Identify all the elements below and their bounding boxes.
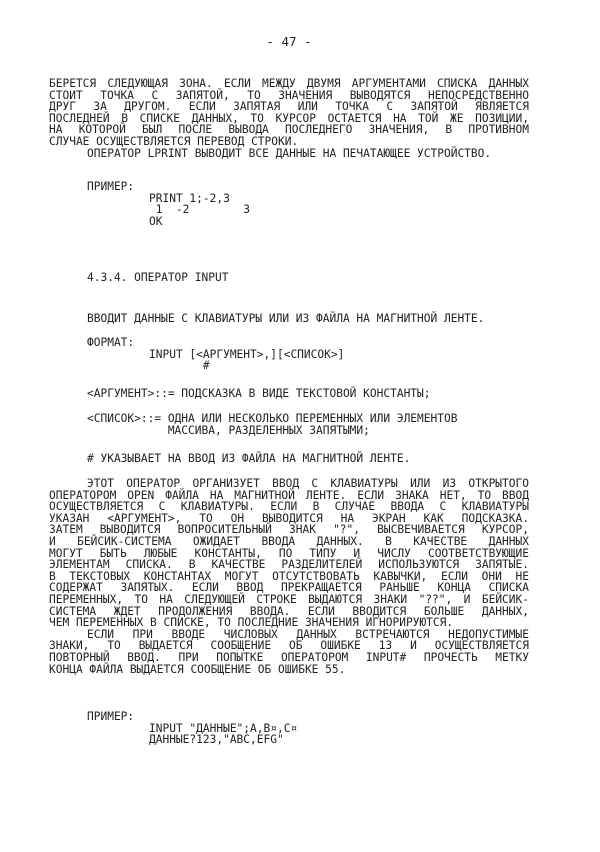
text-line: ЗАТЕМ ВЫВОДИТСЯ ВОПРОСИТЕЛЬНЫЙ ЗНАК "?", ВЫСВЕЧИВАЕТСЯ КУРСОР, — [49, 523, 529, 537]
example-label: ПРИМЕР: — [87, 180, 135, 193]
definition-list — [49, 413, 529, 436]
paragraph-input-description — [49, 478, 529, 675]
section-intro-block — [49, 313, 529, 325]
definition-argument-text: <АРГУМЕНТ>::= ПОДСКАЗКА В ВИДЕ ТЕКСТОВОЙ КОНСТАНТЫ; — [87, 387, 431, 400]
text-line: ЕСЛИ ПРИ ВВОДЕ ЧИСЛОВЫХ ДАННЫХ ВСТРЕЧАЮТСЯ НЕДОПУСТИМЫЕ — [87, 627, 529, 641]
text-line: СОДЕРЖАТ ЗАПЯТЫХ. ЕСЛИ ВВОД ПРЕКРАЩАЕТСЯ РАНЬШЕ КОНЦА СПИСКА — [49, 581, 529, 595]
text-line: ПЕРЕМЕННЫХ, ТО НА СЛЕДУЮЩЕЙ СТРОКЕ ВЫДАЮТСЯ ЗНАКИ "??", И БЕЙСИК- — [49, 592, 529, 606]
definition-list-text: <СПИСОК>::= ОДНА ИЛИ НЕСКОЛЬКО ПЕРЕМЕННЫХ ИЛИ ЭЛЕМЕНТОВ — [87, 412, 458, 425]
text-line: ПОСЛЕДНЕЙ В СПИСКЕ ДАННЫХ, ТО КУРСОР ОСТАЕТСЯ НА ТОЙ ЖЕ ПОЗИЦИИ, — [49, 111, 529, 125]
code-line: 1 -2 3 — [149, 203, 251, 217]
hash-note: # УКАЗЫВАЕТ НА ВВОД ИЗ ФАЙЛА НА МАГНИТНОЙ ЛЕНТЕ. — [87, 452, 411, 465]
text-line: СИСТЕМА ЖДЕТ ПРОДОЛЖЕНИЯ ВВОДА. ЕСЛИ ВВОДИТСЯ БОЛЬШЕ ДАННЫХ, — [49, 604, 529, 618]
text-line: НА КОТОРОЙ БЫЛ ПОСЛЕ ВЫВОДА ПОСЛЕДНЕГО ЗНАЧЕНИЯ, В ПРОТИВНОМ — [49, 123, 529, 137]
example-label: ПРИМЕР: — [87, 710, 135, 723]
section-intro: ВВОДИТ ДАННЫЕ С КЛАВИАТУРЫ ИЛИ ИЗ ФАЙЛА НА МАГНИТНОЙ ЛЕНТЕ. — [87, 312, 485, 325]
format-block — [49, 337, 529, 372]
text-line: БЕРЕТСЯ СЛЕДУЮЩАЯ ЗОНА. ЕСЛИ МЕЖДУ ДВУМЯ АРГУМЕНТАМИ СПИСКА ДАННЫХ — [49, 77, 529, 90]
text-line-lprint: ОПЕРАТОР LPRINT ВЫВОДИТ ВСЕ ДАННЫЕ НА ПЕЧАТАЮЩЕЕ УСТРОЙСТВО. — [87, 146, 492, 160]
format-code-hash: # — [149, 359, 210, 373]
example-input — [49, 711, 529, 746]
code-line: INPUT "ДАННЫЕ";A,B¤,C¤ — [149, 721, 298, 735]
definition-argument — [49, 388, 529, 400]
text-line: ЗНАКИ, ТО ВЫДАЕТСЯ СООБЩЕНИЕ ОБ ОШИБКЕ 13 И ОСУЩЕСТВЛЯЕТСЯ — [49, 639, 529, 653]
definition-list-text: МАССИВА, РАЗДЕЛЕННЫХ ЗАПЯТЫМИ; — [87, 423, 370, 437]
text-line: ОПЕРАТОРОМ OPEN ФАЙЛА НА МАГНИТНОЙ ЛЕНТЕ. ЕСЛИ ЗНАКА НЕТ, ТО ВВОД — [49, 488, 529, 502]
text-line: ПОВТОРНЫЙ ВВОД. ПРИ ПОПЫТКЕ ОПЕРАТОРОМ INPUT# ПРОЧЕСТЬ МЕТКУ — [49, 650, 529, 664]
section-input — [49, 272, 529, 284]
paragraph-print-continuation — [49, 78, 529, 159]
text-line: И БЕЙСИК-СИСТЕМА ОЖИДАЕТ ВВОДА ДАННЫХ. В КАЧЕСТВЕ ДАННЫХ — [49, 534, 529, 548]
section-heading: 4.3.4. ОПЕРАТОР INPUT — [87, 271, 229, 284]
example-print — [49, 181, 529, 227]
format-code: INPUT [<АРГУМЕНТ>,][<СПИСОК>] — [149, 347, 345, 361]
code-line: OK — [149, 214, 163, 228]
text-line: КОНЦА ФАЙЛА ВЫДАЕТСЯ СООБЩЕНИЕ ОБ ОШИБКЕ 55. — [49, 662, 346, 676]
format-label: ФОРМАТ: — [87, 336, 135, 349]
text-line: ОСУЩЕСТВЛЯЕТСЯ С КЛАВИАТУРЫ. ЕСЛИ В СЛУЧАЕ ВВОДА С КЛАВИАТУРЫ — [49, 500, 529, 514]
code-line: PRINT 1;-2,3 — [149, 191, 230, 205]
text-line: ЧЕМ ПЕРЕМЕННЫХ В СПИСКЕ, ТО ПОСЛЕДНИЕ ЗНАЧЕНИЯ ИГНОРИРУЮТСЯ. — [49, 616, 454, 630]
text-line: МОГУТ БЫТЬ ЛЮБЫЕ КОНСТАНТЫ, ПО ТИПУ И ЧИСЛУ СООТВЕТСТВУЮЩИЕ — [49, 546, 529, 560]
text-line: ЭТОТ ОПЕРАТОР ОРГАНИЗУЕТ ВВОД С КЛАВИАТУРЫ ИЛИ ИЗ ОТКРЫТОГО — [87, 477, 529, 490]
hash-note-block — [49, 453, 529, 465]
text-line: В ТЕКСТОВЫХ КОНСТАНТАХ МОГУТ ОТСУТСТВОВАТЬ КАВЫЧКИ, ЕСЛИ ОНИ НЕ — [49, 569, 529, 583]
text-line: СТОИТ ТОЧКА С ЗАПЯТОЙ, ТО ЗНАЧЕНИЯ ВЫВОДЯТСЯ НЕПОСРЕДСТВЕННО — [49, 88, 529, 102]
page-number: - 47 - — [266, 34, 312, 49]
text-line: ЭЛЕМЕНТАМ СПИСКА. В КАЧЕСТВЕ РАЗДЕЛИТЕЛЕЙ ИСПОЛЬЗУЮТСЯ ЗАПЯТЫЕ. — [49, 558, 529, 572]
code-line: ДАННЫЕ?123,"ABC,EFG" — [149, 733, 284, 747]
text-line: СЛУЧАЕ ОСУЩЕСТВЛЯЕТСЯ ПЕРЕВОД СТРОКИ. — [49, 134, 299, 148]
text-line: УКАЗАН <АРГУМЕНТ>, ТО ОН ВЫВОДИТСЯ НА ЭКРАН КАК ПОДСКАЗКА. — [49, 511, 529, 525]
text-line: ДРУГ ЗА ДРУГОМ. ЕСЛИ ЗАПЯТАЯ ИЛИ ТОЧКА С ЗАПЯТОЙ ЯВЛЯЕТСЯ — [49, 100, 529, 114]
